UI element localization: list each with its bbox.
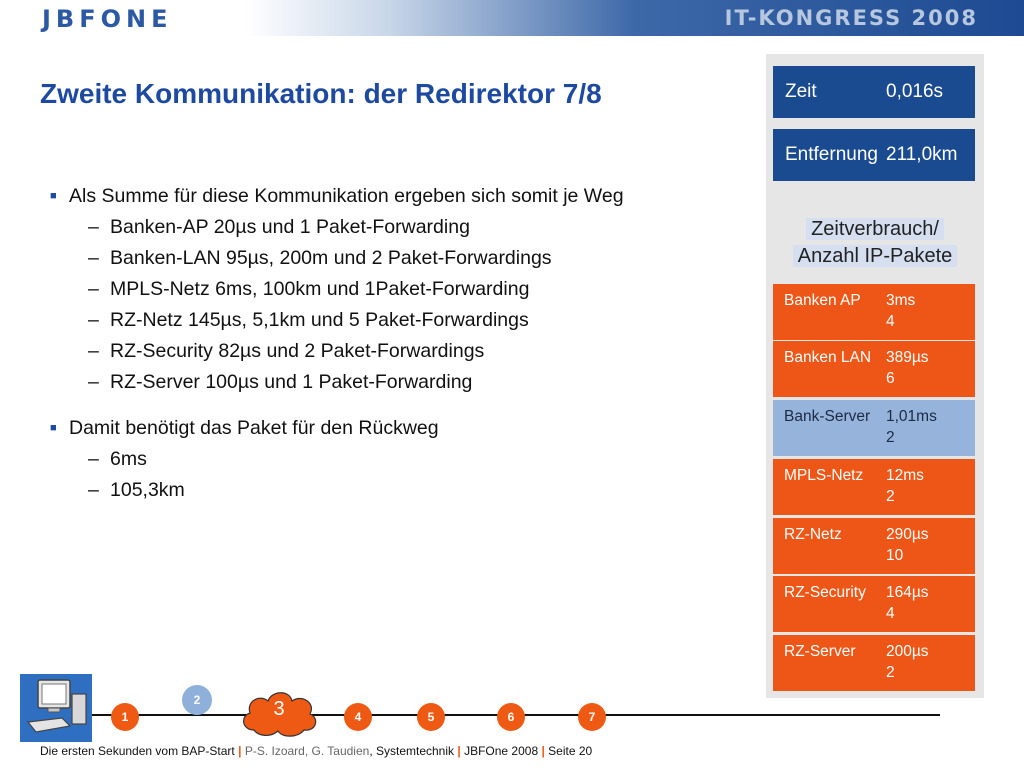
congress-title: IT-KONGRESS 2008 xyxy=(724,6,978,30)
sub-item-text: MPLS-Netz 6ms, 100km und 1Paket-Forwarding xyxy=(110,278,530,300)
card-mpls-netz xyxy=(773,459,975,515)
card-rz-server xyxy=(773,635,975,691)
footer-department: , Systemtechnik xyxy=(369,744,455,758)
card-rz-netz xyxy=(773,518,975,574)
zeit-label: Zeit xyxy=(785,81,817,102)
card-time: 389µs xyxy=(886,349,929,366)
footer xyxy=(40,744,592,758)
card-rz-security xyxy=(773,576,975,632)
sub-item-text: Banken-AP 20µs und 1 Paket-Forwarding xyxy=(110,216,470,238)
sub-item xyxy=(50,212,740,243)
zeit-value: 0,016s xyxy=(886,81,944,102)
card-label: Banken LAN xyxy=(784,349,872,366)
footer-separator: | xyxy=(541,744,545,758)
card-time: 1,01ms xyxy=(886,408,937,425)
sub-item xyxy=(50,243,740,274)
entfernung-label: Entfernung xyxy=(785,144,878,165)
card-label: Banken AP xyxy=(784,292,861,309)
card-label: RZ-Security xyxy=(784,584,866,601)
card-time: 200µs xyxy=(886,643,929,660)
timeline-node-3: 3 xyxy=(273,698,285,720)
footer-title: Die ersten Sekunden vom BAP-Start xyxy=(40,744,235,758)
card-banken-ap xyxy=(773,284,975,340)
card-bank-server xyxy=(773,400,975,456)
dash-marker: – xyxy=(88,278,99,300)
card-count: 2 xyxy=(886,488,895,505)
dash-marker: – xyxy=(88,340,99,362)
bullet-text: Damit benötigt das Paket für den Rückweg xyxy=(69,417,439,439)
footer-separator: | xyxy=(457,744,461,758)
computer-icon xyxy=(20,674,92,742)
sub-item xyxy=(50,305,740,336)
bullet-return xyxy=(50,413,740,444)
dash-marker: – xyxy=(88,448,99,470)
card-label: MPLS-Netz xyxy=(784,467,864,484)
sub-item xyxy=(50,367,740,398)
bullet-summary xyxy=(50,181,740,212)
dash-marker: – xyxy=(88,216,99,238)
heading-line-2: Anzahl IP-Pakete xyxy=(793,245,958,267)
bullet-text: Als Summe für diese Kommunikation ergeben sich somit je Weg xyxy=(69,185,624,207)
timeline-node-4: 4 xyxy=(344,703,372,731)
card-time: 164µs xyxy=(886,584,929,601)
footer-separator: | xyxy=(238,744,242,758)
dash-marker: – xyxy=(88,309,99,331)
slide-title: Zweite Kommunikation: der Redirektor 7/8 xyxy=(40,78,602,109)
dash-marker: – xyxy=(88,479,99,501)
card-time: 3ms xyxy=(886,292,916,309)
jbfone-logo: JBFONE xyxy=(42,5,173,33)
heading-line-1: Zeitverbrauch/ xyxy=(806,218,944,240)
card-count: 6 xyxy=(886,370,895,387)
timeline-node-1: 1 xyxy=(111,703,139,731)
entfernung-value: 211,0km xyxy=(886,144,958,165)
sub-item-text: 105,3km xyxy=(110,479,185,501)
zeitverbrauch-heading xyxy=(775,216,975,270)
dash-marker: – xyxy=(88,247,99,269)
card-count: 2 xyxy=(886,429,895,446)
bullet-list xyxy=(50,181,740,506)
footer-event: JBFOne 2008 xyxy=(464,744,539,758)
card-count: 4 xyxy=(886,605,895,622)
entfernung-box xyxy=(773,129,975,181)
sub-item xyxy=(50,274,740,305)
bullet-marker: ■ xyxy=(50,190,57,202)
sub-item-text: RZ-Netz 145µs, 5,1km und 5 Paket-Forwardings xyxy=(110,309,529,331)
footer-page: Seite 20 xyxy=(548,744,593,758)
card-time: 290µs xyxy=(886,526,929,543)
footer-authors: P-S. Izoard, G. Taudien xyxy=(244,744,370,758)
timeline-node-7: 7 xyxy=(578,703,606,731)
card-banken-lan xyxy=(773,341,975,397)
sub-item-text: Banken-LAN 95µs, 200m und 2 Paket-Forwardings xyxy=(110,247,552,269)
card-count: 2 xyxy=(886,664,895,681)
card-count: 10 xyxy=(886,547,904,564)
zeit-box xyxy=(773,66,975,118)
sub-item-text: RZ-Security 82µs und 2 Paket-Forwardings xyxy=(110,340,485,362)
card-label: Bank-Server xyxy=(784,408,871,425)
sub-item xyxy=(50,444,740,475)
card-label: RZ-Server xyxy=(784,643,856,660)
sub-item-text: RZ-Server 100µs und 1 Paket-Forwarding xyxy=(110,371,473,393)
sub-item xyxy=(50,475,740,506)
sub-item-text: 6ms xyxy=(110,448,147,470)
sub-item xyxy=(50,336,740,367)
timeline-node-6: 6 xyxy=(497,703,525,731)
bullet-marker: ■ xyxy=(50,422,57,434)
dash-marker: – xyxy=(88,371,99,393)
timeline-node-2: 2 xyxy=(182,685,212,715)
card-label: RZ-Netz xyxy=(784,526,842,543)
timeline-node-5: 5 xyxy=(417,703,445,731)
card-count: 4 xyxy=(886,313,895,330)
card-time: 12ms xyxy=(886,467,924,484)
